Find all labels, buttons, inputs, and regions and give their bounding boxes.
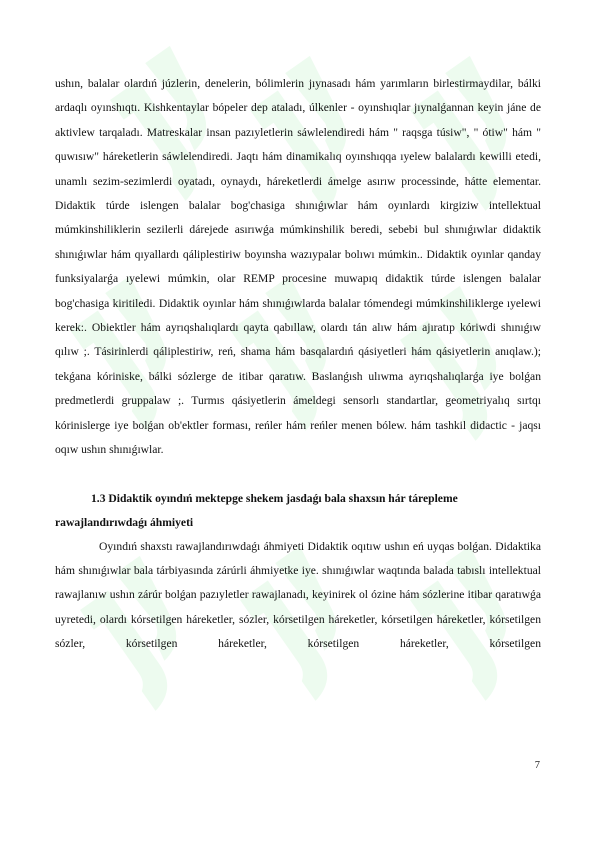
paragraph-spacer [55, 463, 541, 487]
page-number: 7 [534, 760, 540, 771]
body-paragraph-2: Oyındıń shaxstı rawajlandırıwdaǵı áhmiyeti Didaktik oqıtıw ushın eń uyqas bolǵan. Didaktika hám shınıǵıwlar bala tárbiyasında zárúrli áhmiyetke iye. shınıǵıwlar waqtında balada tabıslı intellektual rawajlanıw ushın zárúr bolǵan pazıyletler rawajlanadı, keyinirek ol ózine hám sózlerine itibar qaratıwǵa uyretedi, olardı kórsetilgen háreketler, sózler, kórsetilgen háreketler, kórsetilgen háreketler, kórsetilgen sózler, kórsetilgen háreketler, kórsetilgen háreketler, kórsetilgen [55, 539, 541, 651]
section-heading: 1.3 Didaktik oyındıń mektepge shekem jasdaǵı bala shaxsın hár tárepleme rawajlandırıwdaǵı áhmiyeti [55, 491, 458, 529]
document-body [55, 72, 541, 657]
body-paragraph-1: ushın, balalar olardıń júzlerin, denelerin, bólimlerin jıynasadı hám yarımların birlestirmaydilar, bálki ardaqlı oyınshıqtı. Kishkentaylar bópeler dep ataladı, úlkenler - oyınshıqlar jıynalǵannan keyin jáne de aktivlew tarqaladı. Matreskalar insan pazıyletlerin sáwlelendiredi hám " raqsga túsiw", " ótiw" hám " quwısıw" háreketlerin sáwlelendiredi. Jaqtı hám dinamikalıq oyınshıqqa ıyelew balalardı kewilli etedi, unamlı sezim-sezimlerdi oyatadı, oynaydı, háreketlerdi ámelge asırıw processinde, hátte elementar. Didaktik túrde islengen balalar bog'chasiga shınıǵıwlar hám oyınlardı kirgiziw intellektual múmkinshiliklerin sezilerli dárejede asırıwǵa múmkinshilik beredi, sebebi bul shınıǵıwlar didaktik shınıǵıwlar hám qıyallardı qáliplestiriw boyınsha wazıypalar bolıwı múmkin.. Didaktik oyınlar qanday funksiyalarǵa ıyelewi múmkin, olar REMP procesine muwapıq didaktik túrde islengen balalar bog'chasiga kiritiledi. Didaktik oyınlar hám shınıǵıwlarda balalar tómendegi múmkinshiliklerge ıyelewi kerek:. Obiektler hám ayrıqshalıqlardı qayta qabıllaw, olardı tán alıw hám ajıratıp kóriwdi shınıǵıw qılıw ;. Tásirinlerdi qáliplestiriw, reń, shama hám basqalardıń qásiyetleri hám qásiyetlerin anıqlaw.); tekǵana kóriniske, bálki sózlerge de itibar qaratıw. Baslanǵısh ulıwma ayrıqshalıqlarǵa iye bolǵan predmetlerdi gruppalaw ;. Turmıs qásiyetlerin ámeldegi sensorlı standartlar, geometriyalıq sırtqı kórinislerge iye bolǵan ob'ektler forması, reńler hám reńler menen bólew. hám tashkil didactic - jaqsı oqıw ushın shınıǵıwlar. [55, 77, 541, 457]
